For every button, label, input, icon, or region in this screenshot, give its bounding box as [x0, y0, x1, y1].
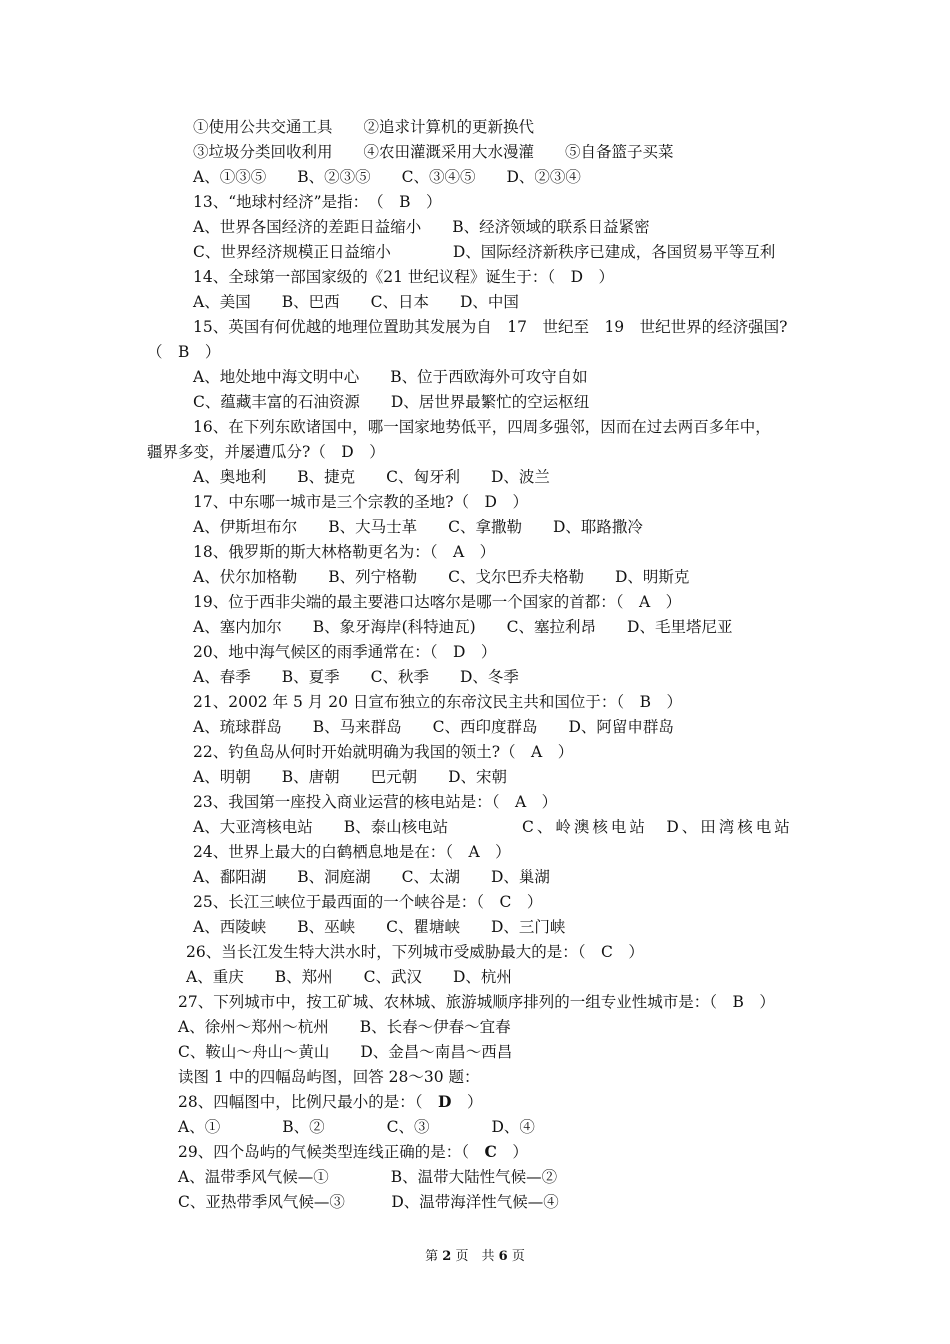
question-28-close: ） [451, 1093, 483, 1111]
answer-options: A、世界各国经济的差距日益缩小 B、经济领域的联系日益紧密 [193, 218, 650, 236]
question-13: 13、“地球村经济”是指： （ B ） [193, 193, 442, 211]
answer-options: A、鄱阳湖 B、洞庭湖 C、太湖 D、巢湖 [193, 868, 550, 886]
answer-options: A、大亚湾核电站 B、泰山核电站 [193, 818, 449, 836]
answer-options: A、伏尔加格勒 B、列宁格勒 C、戈尔巴乔夫格勒 D、明斯克 [193, 568, 690, 586]
option-line: ①使用公共交通工具 ②追求计算机的更新换代 [193, 118, 535, 136]
question-28-answer: D [437, 1092, 452, 1111]
footer-page-number: 2 [442, 1249, 452, 1264]
answer-options: A、塞内加尔 B、象牙海岸(科特迪瓦) C、塞拉利昂 D、毛里塔尼亚 [193, 618, 733, 636]
answer-options: A、地处地中海文明中心 B、位于西欧海外可攻守自如 [193, 368, 588, 386]
question-28-text: 28、四幅图中，比例尺最小的是：（ [178, 1093, 438, 1111]
footer-post: 页 [511, 1249, 525, 1264]
answer-options: A、西陵峡 B、巫峡 C、瞿塘峡 D、三门峡 [193, 918, 566, 936]
page-footer [0, 1248, 950, 1266]
answer-options: C、鞍山～舟山～黄山 D、金昌～南昌～西昌 [178, 1043, 513, 1061]
question-17: 17、中东哪一城市是三个宗教的圣地?（ D ） [193, 493, 528, 511]
question-14: 14、全球第一部国家级的《21 世纪议程》诞生于：（ D ） [193, 268, 615, 286]
question-22: 22、钓鱼岛从何时开始就明确为我国的领土?（ A ） [193, 743, 574, 761]
answer-options: A、徐州～郑州～杭州 B、长春～伊春～宜春 [178, 1018, 511, 1036]
question-26: 26、当长江发生特大洪水时，下列城市受威胁最大的是：（ C ） [186, 943, 644, 961]
question-29-close: ） [496, 1143, 528, 1161]
question-15-answer: （ B ） [147, 343, 221, 361]
answer-options: A、奥地利 B、捷克 C、匈牙利 D、波兰 [193, 468, 550, 486]
answer-options: A、春季 B、夏季 C、秋季 D、冬季 [193, 668, 519, 686]
question-28 [178, 1092, 482, 1112]
question-27: 27、下列城市中，按工矿城、农林城、旅游城顺序排列的一组专业性城市是：（ B ） [178, 993, 775, 1011]
question-16: 16、在下列东欧诸国中，哪一国家地势低平，四周多强邻，因而在过去两百多年中， [193, 418, 771, 436]
question-29-text: 29、四个岛屿的气候类型连线正确的是：（ [178, 1143, 485, 1161]
footer-total-pages: 6 [498, 1249, 508, 1264]
question-19: 19、位于西非尖端的最主要港口达喀尔是哪一个国家的首都：（ A ） [193, 593, 682, 611]
answer-options: A、重庆 B、郑州 C、武汉 D、杭州 [186, 968, 512, 986]
reading-instruction: 读图 1 中的四幅岛屿图，回答 28～30 题： [178, 1068, 480, 1086]
question-21: 21、2002 年 5 月 20 日宣布独立的东帝汶民主共和国位于：（ B ） [193, 693, 683, 711]
answer-options: A、美国 B、巴西 C、日本 D、中国 [193, 293, 519, 311]
question-15: 15、英国有何优越的地理位置助其发展为自 17 世纪至 19 世纪世界的经济强国? [193, 318, 788, 336]
answer-options: A、伊斯坦布尔 B、大马士革 C、拿撒勒 D、耶路撒冷 [193, 518, 643, 536]
answer-options: A、① B、② C、③ D、④ [178, 1118, 535, 1136]
answer-options: A、琉球群岛 B、马来群岛 C、西印度群岛 D、阿留申群岛 [193, 718, 674, 736]
answer-options-spaced: C、岭澳核电站 D、田湾核电站 [522, 818, 793, 836]
question-18: 18、俄罗斯的斯大林格勒更名为：（ A ） [193, 543, 496, 561]
question-24: 24、世界上最大的白鹤栖息地是在：（ A ） [193, 843, 511, 861]
question-29-answer: C [484, 1142, 497, 1161]
answer-options: C、蕴藏丰富的石油资源 D、居世界最繁忙的空运枢纽 [193, 393, 590, 411]
option-line: ③垃圾分类回收利用 ④农田灌溉采用大水漫灌 ⑤自备篮子买菜 [193, 143, 674, 161]
footer-mid: 页 共 [455, 1249, 495, 1264]
answer-options: C、世界经济规模正日益缩小 D、国际经济新秩序已建成，各国贸易平等互利 [193, 243, 776, 261]
question-20: 20、地中海气候区的雨季通常在：（ D ） [193, 643, 497, 661]
answer-options: C、亚热带季风气候—③ D、温带海洋性气候—④ [178, 1193, 559, 1211]
answer-options: A、温带季风气候—① B、温带大陆性气候—② [178, 1168, 558, 1186]
question-16-continued: 疆界多变，并屡遭瓜分?（ D ） [147, 443, 385, 461]
answer-options: A、①③⑤ B、②③⑤ C、③④⑤ D、②③④ [193, 168, 581, 186]
question-25: 25、长江三峡位于最西面的一个峡谷是：（ C ） [193, 893, 543, 911]
footer-pre: 第 [425, 1249, 439, 1264]
question-23: 23、我国第一座投入商业运营的核电站是：（ A ） [193, 793, 558, 811]
question-29 [178, 1142, 528, 1162]
answer-options: A、明朝 B、唐朝 巴元朝 D、宋朝 [193, 768, 508, 786]
